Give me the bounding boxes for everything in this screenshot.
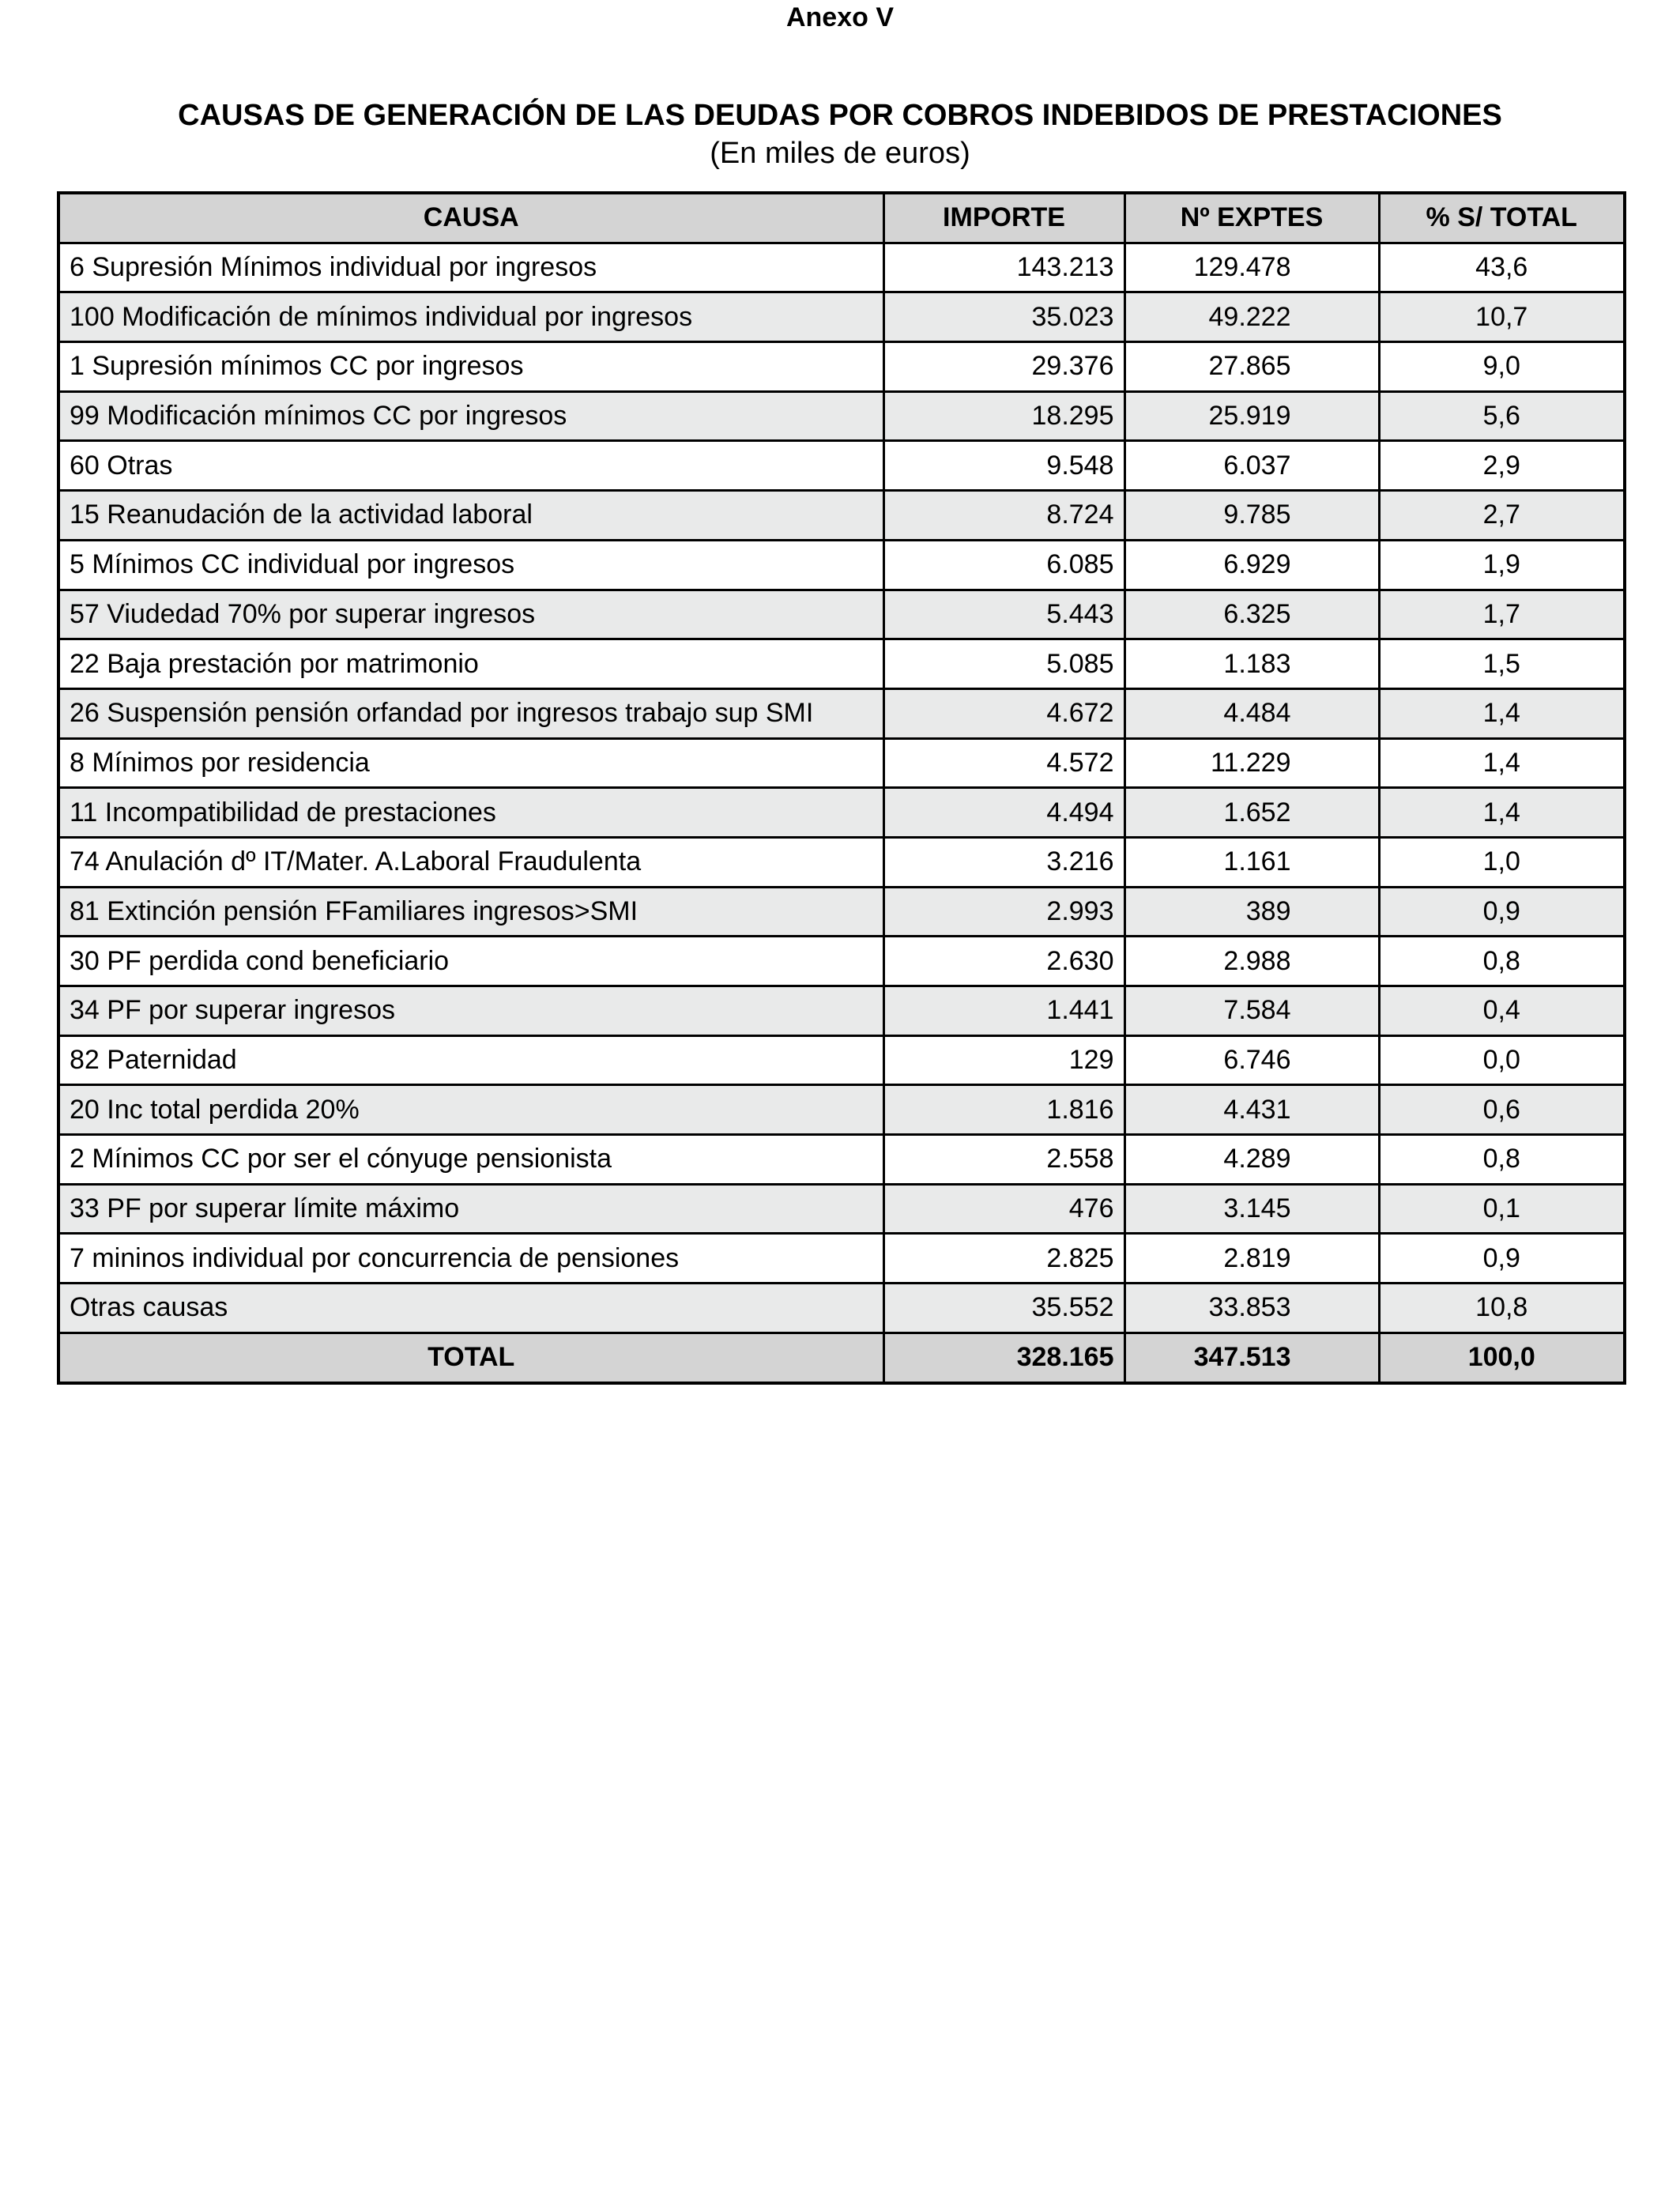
table-row bbox=[58, 837, 1625, 887]
cell-exptes: 11.229 bbox=[1124, 738, 1379, 788]
cell-pct: 1,4 bbox=[1379, 738, 1625, 788]
total-importe: 328.165 bbox=[883, 1333, 1124, 1382]
cell-importe: 1.441 bbox=[883, 986, 1124, 1036]
cell-exptes: 4.289 bbox=[1124, 1135, 1379, 1185]
cell-pct: 1,7 bbox=[1379, 590, 1625, 639]
cell-importe: 3.216 bbox=[883, 837, 1124, 887]
header-row bbox=[58, 193, 1625, 243]
cell-exptes: 6.037 bbox=[1124, 441, 1379, 491]
page-subtitle: (En miles de euros) bbox=[710, 137, 970, 170]
cell-importe: 35.552 bbox=[883, 1284, 1124, 1333]
page-title: CAUSAS DE GENERACIÓN DE LAS DEUDAS POR COBROS INDEBIDOS DE PRESTACIONES bbox=[178, 99, 1502, 132]
cell-exptes: 1.161 bbox=[1124, 837, 1379, 887]
cell-exptes: 1.652 bbox=[1124, 788, 1379, 838]
cell-importe: 4.572 bbox=[883, 738, 1124, 788]
table-row bbox=[58, 1135, 1625, 1185]
cell-importe: 6.085 bbox=[883, 540, 1124, 590]
cell-pct: 1,4 bbox=[1379, 788, 1625, 838]
cell-exptes: 7.584 bbox=[1124, 986, 1379, 1036]
cell-importe: 5.085 bbox=[883, 639, 1124, 689]
cell-causa: 30 PF perdida cond beneficiario bbox=[58, 937, 883, 986]
cell-causa: Otras causas bbox=[58, 1284, 883, 1333]
cell-pct: 2,9 bbox=[1379, 441, 1625, 491]
cell-pct: 10,8 bbox=[1379, 1284, 1625, 1333]
cell-causa: 82 Paternidad bbox=[58, 1035, 883, 1085]
cell-causa: 57 Viudedad 70% por superar ingresos bbox=[58, 590, 883, 639]
cell-exptes: 6.929 bbox=[1124, 540, 1379, 590]
table-row bbox=[58, 986, 1625, 1036]
cell-causa: 11 Incompatibilidad de prestaciones bbox=[58, 788, 883, 838]
cell-importe: 29.376 bbox=[883, 342, 1124, 392]
cell-exptes: 2.819 bbox=[1124, 1234, 1379, 1284]
cell-exptes: 6.746 bbox=[1124, 1035, 1379, 1085]
cell-causa: 7 mininos individual por concurrencia de pensiones bbox=[58, 1234, 883, 1284]
cell-exptes: 27.865 bbox=[1124, 342, 1379, 392]
table-body bbox=[58, 243, 1625, 1333]
header-pct-total: % S/ TOTAL bbox=[1379, 193, 1625, 243]
cell-causa: 8 Mínimos por residencia bbox=[58, 738, 883, 788]
cell-exptes: 389 bbox=[1124, 887, 1379, 937]
cell-exptes: 49.222 bbox=[1124, 292, 1379, 342]
causes-table bbox=[57, 191, 1626, 1385]
cell-importe: 129 bbox=[883, 1035, 1124, 1085]
cell-pct: 0,8 bbox=[1379, 937, 1625, 986]
cell-importe: 2.630 bbox=[883, 937, 1124, 986]
cell-pct: 0,6 bbox=[1379, 1085, 1625, 1135]
cell-exptes: 9.785 bbox=[1124, 491, 1379, 541]
table-footer bbox=[58, 1333, 1625, 1382]
cell-causa: 26 Suspensión pensión orfandad por ingresos trabajo sup SMI bbox=[58, 688, 883, 738]
total-pct: 100,0 bbox=[1379, 1333, 1625, 1382]
cell-importe: 2.993 bbox=[883, 887, 1124, 937]
cell-importe: 4.672 bbox=[883, 688, 1124, 738]
table-row bbox=[58, 540, 1625, 590]
cell-causa: 22 Baja prestación por matrimonio bbox=[58, 639, 883, 689]
cell-exptes: 4.484 bbox=[1124, 688, 1379, 738]
table-row bbox=[58, 937, 1625, 986]
cell-pct: 5,6 bbox=[1379, 391, 1625, 441]
cell-importe: 1.816 bbox=[883, 1085, 1124, 1135]
cell-causa: 33 PF por superar límite máximo bbox=[58, 1184, 883, 1234]
cell-pct: 1,9 bbox=[1379, 540, 1625, 590]
cell-importe: 5.443 bbox=[883, 590, 1124, 639]
table-row bbox=[58, 590, 1625, 639]
cell-pct: 0,4 bbox=[1379, 986, 1625, 1036]
cell-causa: 2 Mínimos CC por ser el cónyuge pensionista bbox=[58, 1135, 883, 1185]
cell-causa: 1 Supresión mínimos CC por ingresos bbox=[58, 342, 883, 392]
total-row bbox=[58, 1333, 1625, 1382]
cell-importe: 8.724 bbox=[883, 491, 1124, 541]
cell-exptes: 33.853 bbox=[1124, 1284, 1379, 1333]
cell-importe: 4.494 bbox=[883, 788, 1124, 838]
table-row bbox=[58, 342, 1625, 392]
table-row bbox=[58, 441, 1625, 491]
cell-pct: 43,6 bbox=[1379, 243, 1625, 292]
cell-exptes: 25.919 bbox=[1124, 391, 1379, 441]
cell-exptes: 6.325 bbox=[1124, 590, 1379, 639]
table-row bbox=[58, 1184, 1625, 1234]
cell-causa: 34 PF por superar ingresos bbox=[58, 986, 883, 1036]
cell-importe: 35.023 bbox=[883, 292, 1124, 342]
cell-pct: 0,9 bbox=[1379, 1234, 1625, 1284]
table-header bbox=[58, 193, 1625, 243]
total-exptes: 347.513 bbox=[1124, 1333, 1379, 1382]
cell-causa: 60 Otras bbox=[58, 441, 883, 491]
cell-pct: 1,0 bbox=[1379, 837, 1625, 887]
cell-causa: 99 Modificación mínimos CC por ingresos bbox=[58, 391, 883, 441]
table-row bbox=[58, 1085, 1625, 1135]
cell-exptes: 4.431 bbox=[1124, 1085, 1379, 1135]
table-row bbox=[58, 788, 1625, 838]
cell-importe: 2.825 bbox=[883, 1234, 1124, 1284]
cell-pct: 2,7 bbox=[1379, 491, 1625, 541]
cell-pct: 0,0 bbox=[1379, 1035, 1625, 1085]
cell-causa: 81 Extinción pensión FFamiliares ingresos>SMI bbox=[58, 887, 883, 937]
cell-pct: 10,7 bbox=[1379, 292, 1625, 342]
cell-exptes: 2.988 bbox=[1124, 937, 1379, 986]
cell-causa: 20 Inc total perdida 20% bbox=[58, 1085, 883, 1135]
header-exptes: Nº EXPTES bbox=[1124, 193, 1379, 243]
table-row bbox=[58, 887, 1625, 937]
table-row bbox=[58, 292, 1625, 342]
total-label: TOTAL bbox=[58, 1333, 883, 1382]
cell-pct: 0,9 bbox=[1379, 887, 1625, 937]
cell-causa: 15 Reanudación de la actividad laboral bbox=[58, 491, 883, 541]
table-row bbox=[58, 738, 1625, 788]
cell-importe: 18.295 bbox=[883, 391, 1124, 441]
table-row bbox=[58, 391, 1625, 441]
cell-causa: 6 Supresión Mínimos individual por ingresos bbox=[58, 243, 883, 292]
table-row bbox=[58, 688, 1625, 738]
table-row bbox=[58, 243, 1625, 292]
table-row bbox=[58, 1234, 1625, 1284]
cell-causa: 100 Modificación de mínimos individual por ingresos bbox=[58, 292, 883, 342]
table-row bbox=[58, 639, 1625, 689]
annex-label: Anexo V bbox=[785, 2, 895, 32]
cell-pct: 1,5 bbox=[1379, 639, 1625, 689]
table-row bbox=[58, 491, 1625, 541]
table-row bbox=[58, 1284, 1625, 1333]
header-importe: IMPORTE bbox=[883, 193, 1124, 243]
cell-pct: 0,1 bbox=[1379, 1184, 1625, 1234]
cell-causa: 74 Anulación dº IT/Mater. A.Laboral Fraudulenta bbox=[58, 837, 883, 887]
cell-pct: 9,0 bbox=[1379, 342, 1625, 392]
cell-causa: 5 Mínimos CC individual por ingresos bbox=[58, 540, 883, 590]
cell-importe: 476 bbox=[883, 1184, 1124, 1234]
cell-pct: 0,8 bbox=[1379, 1135, 1625, 1185]
cell-importe: 9.548 bbox=[883, 441, 1124, 491]
cell-pct: 1,4 bbox=[1379, 688, 1625, 738]
table-row bbox=[58, 1035, 1625, 1085]
cell-exptes: 129.478 bbox=[1124, 243, 1379, 292]
header-causa: CAUSA bbox=[58, 193, 883, 243]
cell-importe: 2.558 bbox=[883, 1135, 1124, 1185]
cell-exptes: 3.145 bbox=[1124, 1184, 1379, 1234]
cell-importe: 143.213 bbox=[883, 243, 1124, 292]
cell-exptes: 1.183 bbox=[1124, 639, 1379, 689]
